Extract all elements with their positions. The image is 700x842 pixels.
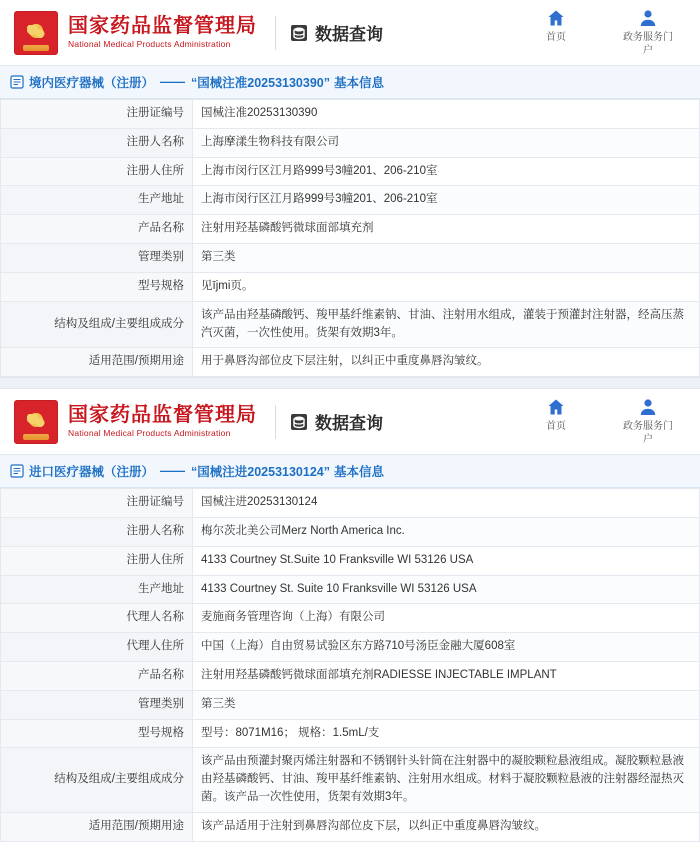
- row-value: 上海摩漾生物科技有限公司: [193, 128, 700, 157]
- section-title: [290, 409, 383, 434]
- row-value: 型号：8071M16； 规格：1.5mL/支: [193, 719, 700, 748]
- table-row: [1, 690, 700, 719]
- row-label: 管理类别: [1, 244, 193, 273]
- table-row: [1, 157, 700, 186]
- row-label: 注册人住所: [1, 546, 193, 575]
- row-label: 生产地址: [1, 186, 193, 215]
- row-value: 麦施商务管理咨询（上海）有限公司: [193, 604, 700, 633]
- nav-item-gov-portal[interactable]: [620, 397, 676, 446]
- database-icon: [290, 413, 308, 431]
- record-2-info-table: [0, 488, 700, 842]
- database-icon: [290, 24, 308, 42]
- national-emblem-icon: [14, 11, 58, 55]
- record-title-bar-2: [0, 455, 700, 488]
- table-row: [1, 517, 700, 546]
- table-row: [1, 812, 700, 841]
- row-value: 该产品适用于注射到鼻唇沟部位皮下层，以纠正中重度鼻唇沟皱纹。: [193, 812, 700, 841]
- table-row: [1, 348, 700, 377]
- nav-item-gov-portal[interactable]: [620, 8, 676, 57]
- header-divider: [275, 16, 276, 50]
- home-icon: [546, 8, 566, 28]
- table-row: [1, 633, 700, 662]
- table-row: [1, 301, 700, 348]
- row-label: 代理人名称: [1, 604, 193, 633]
- row-label: 注册证编号: [1, 489, 193, 518]
- header-nav: [528, 397, 682, 446]
- record-category: 境内医疗器械（注册）: [29, 76, 155, 90]
- home-icon: [546, 397, 566, 417]
- site-header-2: [0, 389, 700, 455]
- table-row: [1, 489, 700, 518]
- row-value: 上海市闵行区江月路999号3幢201、206-210室: [193, 157, 700, 186]
- row-label: 产品名称: [1, 215, 193, 244]
- row-value: 第三类: [193, 244, 700, 273]
- nav-item-home[interactable]: [528, 397, 584, 433]
- nav-item-home-label: 首页: [546, 421, 566, 433]
- section-title-label: 数据查询: [315, 414, 383, 434]
- row-label: 注册人住所: [1, 157, 193, 186]
- document-icon: [10, 75, 24, 89]
- record-dash: ——: [160, 75, 186, 89]
- table-row: [1, 546, 700, 575]
- row-label: 注册人名称: [1, 517, 193, 546]
- nav-item-home[interactable]: [528, 8, 584, 44]
- record-basic-info-label: 基本信息: [334, 76, 385, 90]
- row-label: 管理类别: [1, 690, 193, 719]
- header-divider: [275, 405, 276, 439]
- section-title-label: 数据查询: [315, 25, 383, 44]
- section-title: [290, 20, 383, 45]
- row-label: 结构及组成/主要组成成分: [1, 301, 193, 348]
- row-value: 第三类: [193, 690, 700, 719]
- row-value: 用于鼻唇沟部位皮下层注射，以纠正中重度鼻唇沟皱纹。: [193, 348, 700, 377]
- nav-item-home-label: 首页: [546, 32, 566, 43]
- user-icon: [638, 397, 658, 417]
- table-row: [1, 186, 700, 215]
- org-name-cn: 国家药品监督管理局: [68, 404, 257, 427]
- row-value: 中国（上海）自由贸易试验区东方路710号汤臣金融大厦608室: [193, 633, 700, 662]
- organization-name: [68, 404, 257, 439]
- table-row: [1, 100, 700, 129]
- row-value: 国械注进20253130124: [193, 489, 700, 518]
- row-label: 型号规格: [1, 272, 193, 301]
- row-label: 结构及组成/主要组成成分: [1, 748, 193, 812]
- nav-item-gov-portal-label: 政务服务门户: [623, 421, 673, 446]
- table-row: [1, 128, 700, 157]
- table-row: [1, 272, 700, 301]
- row-value: 上海市闵行区江月路999号3幢201、206-210室: [193, 186, 700, 215]
- site-header: [0, 0, 700, 66]
- row-label: 注册人名称: [1, 128, 193, 157]
- record-1-info-table: [0, 99, 700, 377]
- org-name-en: National Medical Products Administration: [68, 39, 231, 50]
- header-nav: [528, 8, 682, 57]
- row-label: 注册证编号: [1, 100, 193, 129]
- row-value: 4133 Courtney St.Suite 10 Franksville WI 53126 USA: [193, 546, 700, 575]
- table-row: [1, 719, 700, 748]
- org-name-en: National Medical Products Administration: [68, 428, 231, 439]
- record-basic-info-label: 基本信息: [334, 465, 385, 480]
- row-label: 适用范围/预期用途: [1, 812, 193, 841]
- organization-name: [68, 15, 257, 50]
- row-value: 注射用羟基磷酸钙微球面部填充剂RADIESSE INJECTABLE IMPLANT: [193, 662, 700, 691]
- record-title-bar: [0, 66, 700, 99]
- table-row: [1, 604, 700, 633]
- nav-item-gov-portal-label: 政务服务门户: [623, 32, 673, 56]
- org-name-cn: 国家药品监督管理局: [68, 15, 257, 38]
- row-label: 产品名称: [1, 662, 193, 691]
- row-label: 型号规格: [1, 719, 193, 748]
- record-dash: ——: [160, 464, 186, 479]
- row-value: 4133 Courtney St. Suite 10 Franksville WI 53126 USA: [193, 575, 700, 604]
- row-value: 梅尔茨北美公司Merz North America Inc.: [193, 517, 700, 546]
- table-row: [1, 662, 700, 691]
- national-emblem-icon: [14, 400, 58, 444]
- table-row: [1, 244, 700, 273]
- table-row: [1, 748, 700, 812]
- row-label: 生产地址: [1, 575, 193, 604]
- row-label: 适用范围/预期用途: [1, 348, 193, 377]
- user-icon: [638, 8, 658, 28]
- table-row: [1, 215, 700, 244]
- document-icon: [10, 464, 24, 478]
- row-value: 该产品由羟基磷酸钙、羧甲基纤维素钠、甘油、注射用水组成，灌装于预灌封注射器，经高压蒸汽灭菌，一次性使用。货架有效期3年。: [193, 301, 700, 348]
- table-row: [1, 575, 700, 604]
- row-value: 见ījmi页。: [193, 272, 700, 301]
- record-category: 进口医疗器械（注册）: [29, 465, 155, 480]
- record-registration-number: “国械注进20253130124”: [191, 465, 330, 480]
- row-label: 代理人住所: [1, 633, 193, 662]
- row-value: 注射用羟基磷酸钙微球面部填充剂: [193, 215, 700, 244]
- row-value: 国械注准20253130390: [193, 100, 700, 129]
- record-separator: [0, 377, 700, 389]
- record-registration-number: “国械注准20253130390”: [191, 76, 330, 90]
- row-value: 该产品由预灌封聚丙烯注射器和不锈钢针头针筒在注射器中的凝胶颗粒悬液组成。凝胶颗粒悬液由羟基磷酸钙、甘油、羧甲基纤维素钠、注射用水组成。材料于凝胶颗粒悬液的注射器经湿热灭菌。该产品一次性使用，货架有效期3年。: [193, 748, 700, 812]
